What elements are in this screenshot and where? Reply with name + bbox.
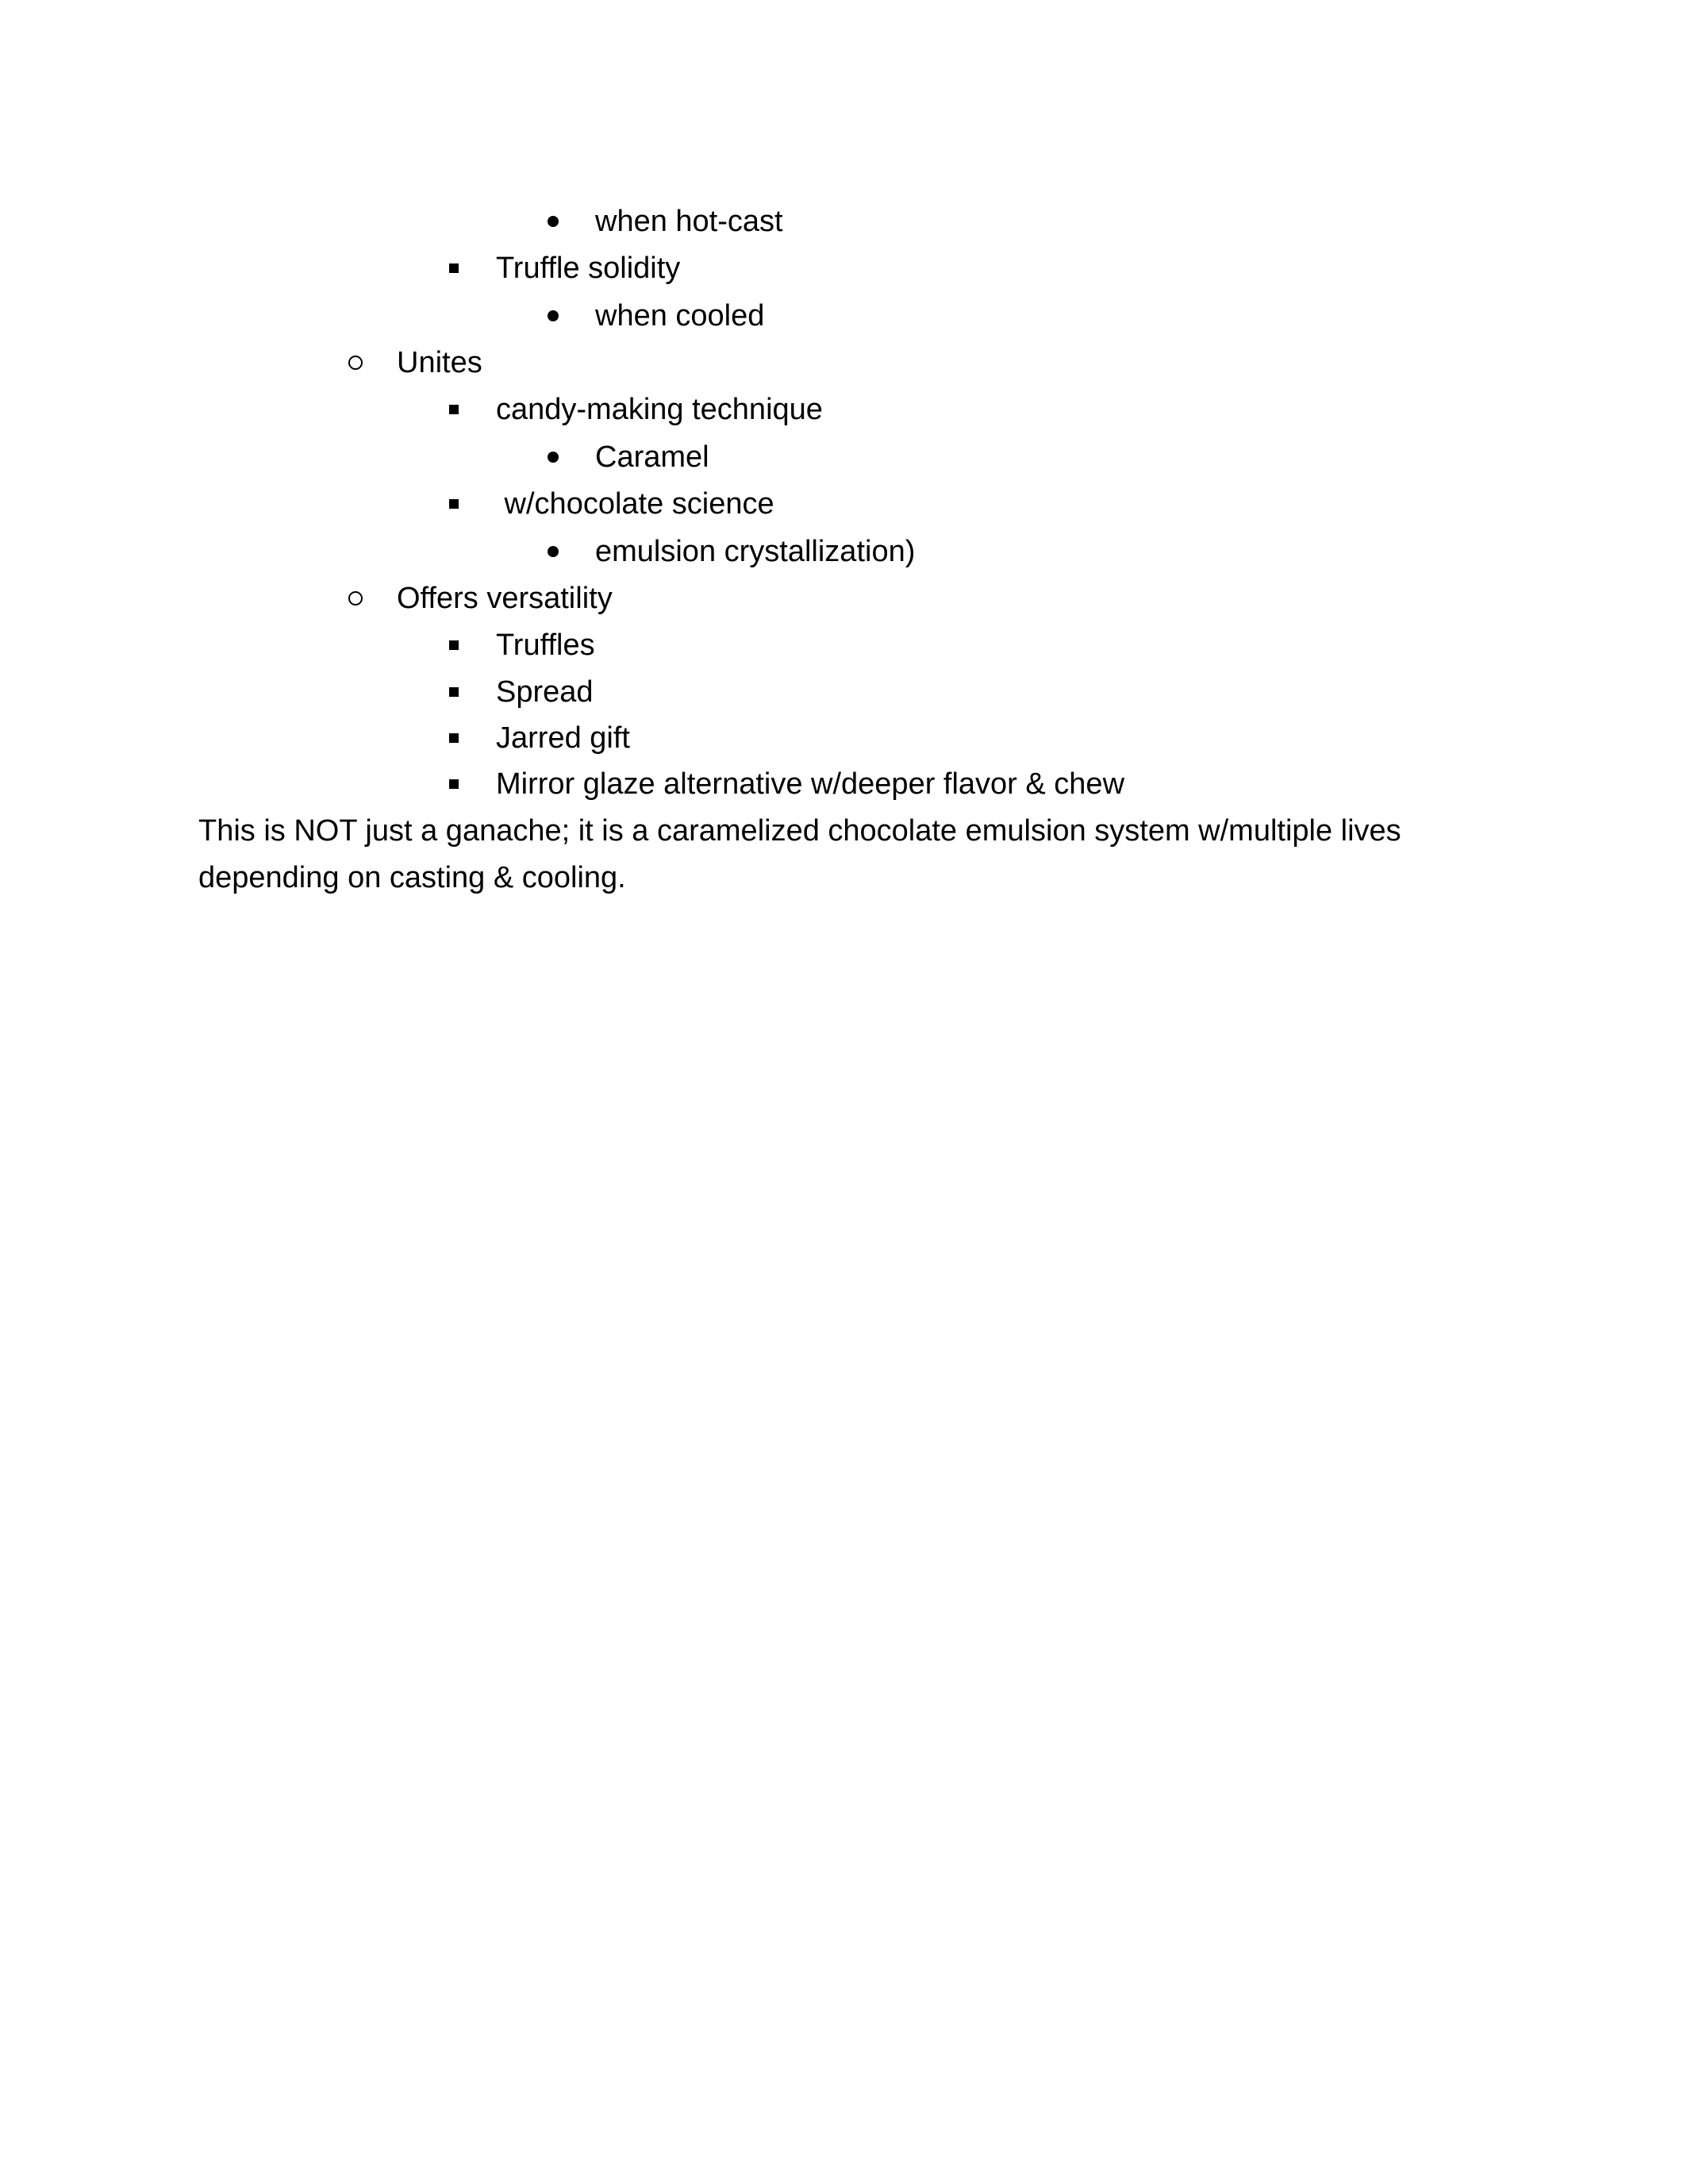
filled-dot-bullet-icon — [541, 529, 565, 575]
list-item-text: Spread — [496, 675, 594, 709]
list-item-text: Offers versatility — [397, 582, 613, 615]
square-bullet-icon — [442, 245, 466, 291]
list-item-text: Unites — [397, 346, 482, 379]
hollow-circle-bullet-icon — [344, 340, 367, 386]
square-bullet-icon — [442, 761, 466, 807]
closing-paragraph: This is NOT just a ganache; it is a caramelized chocolate emulsion system w/multiple lives depending on casting & cooling. — [198, 814, 1401, 894]
list-item-text: Jarred gift — [496, 721, 630, 755]
hollow-circle-bullet-icon — [344, 575, 367, 621]
list-item-text: candy-making technique — [496, 393, 823, 426]
list-item-text: Truffles — [496, 629, 595, 662]
filled-dot-bullet-icon — [541, 293, 565, 339]
square-bullet-icon — [442, 622, 466, 668]
list-item-text: Caramel — [595, 440, 709, 474]
filled-dot-bullet-icon — [541, 434, 565, 480]
list-item-text: w/chocolate science — [496, 487, 774, 521]
list-item-text: Mirror glaze alternative w/deeper flavor & chew — [496, 767, 1125, 801]
square-bullet-icon — [442, 669, 466, 715]
list-item-text: Truffle solidity — [496, 252, 681, 285]
filled-dot-bullet-icon — [541, 198, 565, 244]
list-item-text: emulsion crystallization) — [595, 535, 916, 568]
square-bullet-icon — [442, 481, 466, 527]
list-item-text: when hot-cast — [595, 205, 783, 238]
square-bullet-icon — [442, 715, 466, 761]
list-item-text: when cooled — [595, 299, 765, 333]
square-bullet-icon — [442, 386, 466, 433]
